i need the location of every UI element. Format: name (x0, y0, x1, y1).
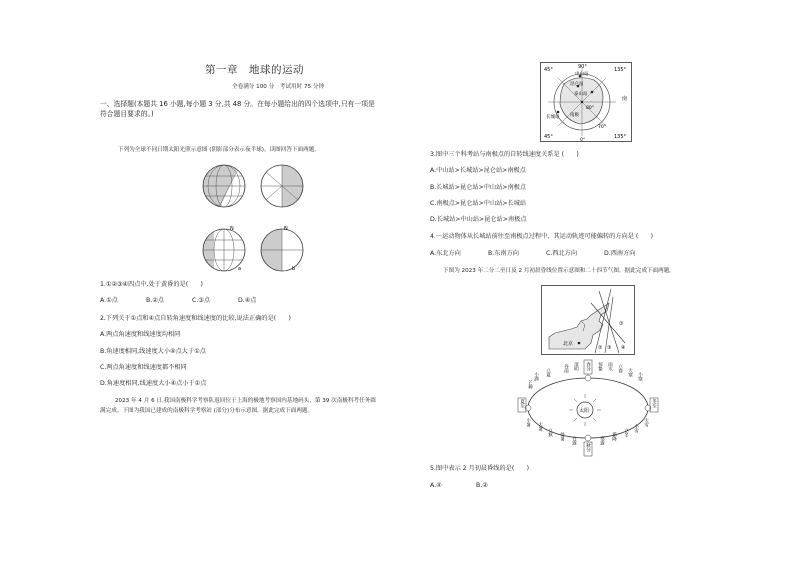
term-dashu: 大暑 (537, 422, 543, 431)
term-bailu: 白露 (571, 436, 577, 445)
section-heading-line2: 符合题目要求的。) (100, 110, 154, 118)
term-yushui: 雨水 (607, 362, 613, 371)
q3-stem: 3.图中三个科考站与南极点的自转线速度关系是 ( ) (430, 151, 579, 158)
term-guyu: 谷雨 (563, 364, 569, 373)
q3-option-d[interactable]: D.长城站>中山站>昆仑站>南极点 (430, 216, 527, 223)
term-lixia: 立夏 (545, 368, 551, 377)
term-chushu: 处暑 (559, 432, 565, 441)
solar-terms-orbit (514, 358, 662, 458)
terminator-map (541, 285, 635, 355)
page-title: 第一章 地球的运动 (205, 64, 304, 76)
term-jingzhe: 惊蛰 (597, 362, 603, 371)
q4-option-b[interactable]: B.东南方向 (488, 250, 519, 257)
station-kunlun: 昆仑站 (570, 82, 584, 87)
q2-stem: 2.下列关于①点和④点自转角速度和线速度的比较,说法正确的是( ) (100, 315, 291, 322)
q5-option-b[interactable]: B.② (476, 482, 488, 489)
south-ocean-label: 南 (622, 96, 628, 102)
term-liqiu: 立秋 (547, 428, 553, 437)
score-info: 全卷满分 100 分 考试用时 75 分钟 (232, 84, 325, 90)
term-lichun: 立春 (617, 364, 623, 373)
term-lidong: 立冬 (623, 428, 629, 437)
line-label-3: ③ (607, 345, 612, 351)
intro-terminator: 下图为 2023 年二分二至日及 2 月初晨昏线位置示意图和二十四节气图。据此完成下面两题。 (443, 268, 675, 274)
term-chunfen: 春分 (585, 362, 591, 371)
q5-option-a[interactable]: A.④ (430, 482, 442, 489)
q4-option-c[interactable]: C.西北方向 (546, 250, 578, 257)
intro-antarctic-line1: 2023 年 4 月 6 日,我国南极科学考察队返回位于上海的极地考察国内基地码头，第 39 次南极科考任务圆 (115, 398, 376, 404)
q4-option-a[interactable]: A.东北方向 (430, 250, 461, 257)
antarctic-station-map (540, 62, 632, 142)
globe-label-n2: N (284, 226, 288, 232)
line-label-1: ① (619, 321, 624, 327)
globe-2 (258, 162, 306, 212)
lat-80: 80° (586, 106, 594, 111)
globe-label-n1: N (230, 226, 234, 232)
term-dongzhi: 冬至 (651, 399, 657, 408)
term-xiaoman: 小满 (533, 372, 539, 381)
q3-option-a[interactable]: A.中山站>长城站>昆仑站>南极点 (430, 167, 526, 174)
lon-90: 90° (578, 64, 587, 70)
globe-label-a: a (238, 266, 242, 272)
q1-stem: 1.①②③④四点中,处于黄昏的是( ) (100, 281, 203, 288)
intro-antarctic-line2: 满完成。下图为我国已建成的南极科学考察站 (部分)分布示意图。据此完成下面两题。 (100, 408, 314, 414)
globe-1 (200, 162, 250, 212)
q4-stem: 4.一运动物体从长城站前往至南极点过程中，其运动轨迹可能偏转的方向是 ( ) (430, 233, 654, 240)
q2-option-c[interactable]: C.两点角速度和线速度都不相同 (100, 364, 187, 371)
lon-135-right: 135° (614, 67, 627, 73)
globe-diagrams (200, 162, 306, 276)
lon-zero: 0° (580, 138, 586, 142)
term-hanlu: 寒露 (599, 436, 605, 445)
south-pole-label: 南极 (570, 113, 579, 118)
q4-option-d[interactable]: D.西南方向 (604, 250, 636, 257)
q2-option-b[interactable]: B.角速度相同,线速度大小④点大于①点 (100, 348, 206, 355)
q1-option-c[interactable]: C.③点 (192, 297, 211, 304)
lat-70: 70° (598, 125, 606, 130)
q2-option-d[interactable]: D.角速度相同,线速度大小④点小于①点 (100, 380, 207, 387)
term-shuangjiang: 霜降 (611, 432, 617, 441)
globe-4 (258, 226, 306, 276)
section-heading-line1: 一、选择题(本题共 16 小题,每小题 3 分,共 48 分。在每小题给出的四个选项中,只有一项是 (100, 100, 375, 108)
q3-option-c[interactable]: C.南极点>昆仑站>中山站>长城站 (430, 200, 527, 207)
q3-option-b[interactable]: B.长城站>昆仑站>中山站>南极点 (430, 184, 527, 191)
term-xiaoshu: 小暑 (525, 418, 531, 427)
term-daxue: 大雪 (643, 418, 649, 427)
line-label-2: ② (598, 345, 603, 351)
term-xiaoxue: 小雪 (633, 424, 639, 433)
q1-option-b[interactable]: B.②点 (146, 297, 164, 304)
sun-label: 太阳 (579, 408, 590, 414)
q1-option-a[interactable]: A.①点 (100, 297, 118, 304)
intro-globes: 下列为全球不同日期太阳光照示意图 (阴影部分表示夜半球)。读图回答下面两题。 (118, 147, 320, 153)
lon-45-left: 45° (544, 67, 553, 73)
term-qingming: 清明 (573, 362, 579, 371)
term-mangzhong: 芒种 (527, 380, 533, 389)
q1-option-d[interactable]: D.④点 (238, 297, 257, 304)
station-changcheng: 长城站 (546, 115, 560, 120)
term-xiaohan: 小寒 (637, 372, 643, 381)
station-taishan: 泰山站 (574, 92, 588, 97)
term-xiazhi: 夏至 (519, 399, 525, 408)
q5-stem: 5.图中表示 2 月初晨昏线的是( ) (430, 465, 530, 472)
q2-option-a[interactable]: A.两点角速度和线速度均相同 (100, 331, 181, 338)
lon-45-bottom: 45° (544, 134, 553, 140)
globe-label-b: b (292, 266, 296, 272)
lon-135-bottom: 135° (614, 134, 627, 140)
globe-3 (200, 226, 250, 276)
term-dahan: 大寒 (627, 368, 633, 377)
beijing-label: 北京 (563, 341, 574, 347)
station-zhongshan: 中山站 (575, 72, 589, 77)
term-qiufen: 秋分 (585, 443, 591, 452)
line-label-4: ④ (621, 345, 626, 351)
